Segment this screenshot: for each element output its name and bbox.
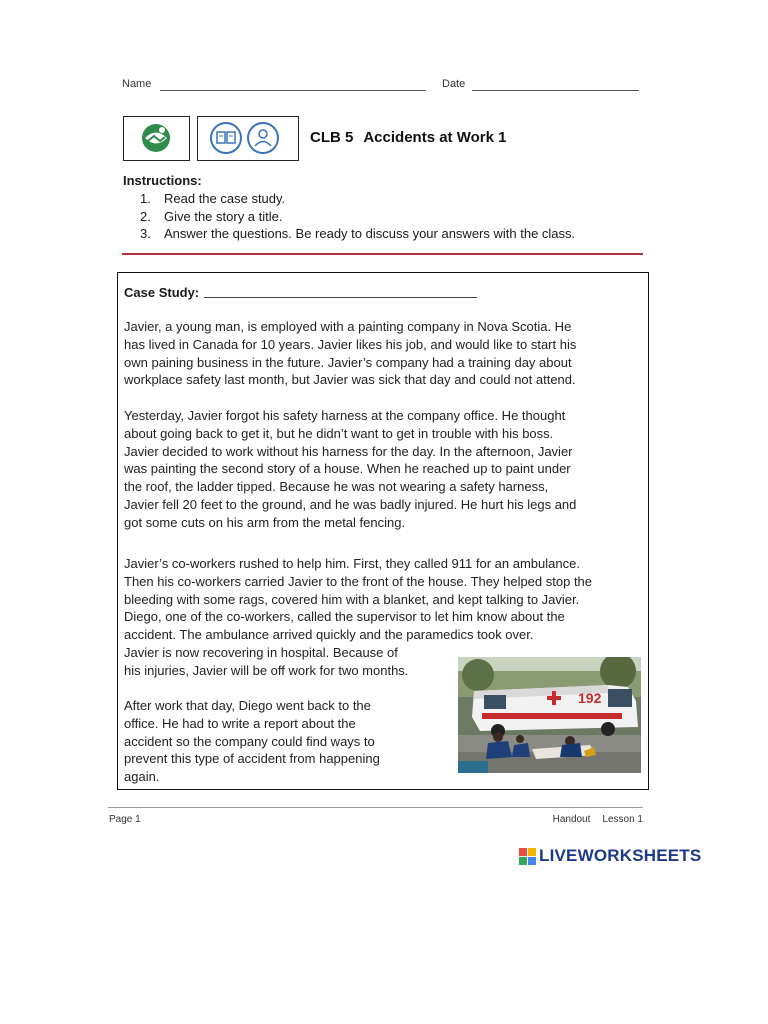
handshake-icon bbox=[124, 117, 189, 160]
course-code: CLB 5 bbox=[310, 129, 354, 146]
paragraph-4: After work that day, Diego went back to the office. He had to write a report about the accident so the company could find ways to prevent this type of accident from happening again. bbox=[124, 698, 380, 785]
instructions-heading: Instructions: bbox=[123, 173, 202, 188]
ambulance-number: 192 bbox=[578, 690, 602, 706]
paragraph-3: Javier’s co-workers rushed to help him. First, they called 911 for an ambulance. Then his co-workers carried Javier to the front of the house. They helped stop the bleeding with some rags, covered him with a blanket, and kept talking to Javier. Diego, one of the co-workers, called the supervisor to let him know about the accident. The ambulance arrived quickly and the paramedics took over. Javier is now recovering in hospital. Because of his injuries, Javier will be off work for two months. bbox=[124, 556, 593, 678]
footer-divider bbox=[108, 807, 643, 808]
competency-icon-box bbox=[197, 116, 299, 161]
handout-label: Handout bbox=[552, 814, 591, 825]
liveworksheets-icon bbox=[519, 848, 537, 866]
instruction-item: 3. Answer the questions. Be ready to discuss your answers with the class. bbox=[140, 226, 576, 241]
name-field[interactable] bbox=[160, 90, 426, 91]
skill-icon-box bbox=[123, 116, 190, 161]
paragraph-2: Yesterday, Javier forgot his safety harness at the company office. He thought about going back to get it, but he didn’t want to get in trouble with his boss. Javier decided to work without his harness for the day. In the afternoon, Javier was painting the second story of a house. When he reached up to paint under the roof, the ladder tipped. Because he was not wearing a safety harness, Javier fell 20 feet to the ground, and he was badly injured. He hurt his legs and got some cuts on his arm from the metal fencing. bbox=[124, 408, 577, 530]
date-label: Date bbox=[442, 78, 466, 90]
person-search-icon bbox=[248, 123, 278, 153]
paragraph-1: Javier, a young man, is employed with a painting company in Nova Scotia. He has lived in Canada for 10 years. Javier likes his job, and would like to start his own paining business in the future. Javier’s company had a training day about workplace safety last month, but Javier was sick that day and could not attend. bbox=[124, 319, 577, 388]
case-study-heading: Case Study: bbox=[124, 285, 200, 300]
reading-icon bbox=[211, 123, 241, 153]
instruction-item: 2. Give the story a title. bbox=[140, 208, 283, 224]
section-divider bbox=[122, 253, 643, 255]
footer-meta bbox=[553, 814, 643, 825]
instruction-item: 1. Read the case study. bbox=[140, 191, 286, 206]
name-label: Name bbox=[122, 78, 152, 90]
lesson-title: Accidents at Work 1 bbox=[363, 129, 507, 146]
name-date-row bbox=[122, 78, 642, 94]
story-title-field[interactable] bbox=[204, 297, 477, 298]
lesson-label: Lesson 1 bbox=[602, 814, 643, 825]
page-title bbox=[310, 129, 506, 146]
date-field[interactable] bbox=[472, 90, 639, 91]
liveworksheets-text: LIVEWORKSHEETS bbox=[539, 846, 702, 865]
instructions-list bbox=[140, 190, 575, 243]
page-number: Page 1 bbox=[109, 814, 141, 825]
ambulance-photo bbox=[458, 657, 641, 773]
